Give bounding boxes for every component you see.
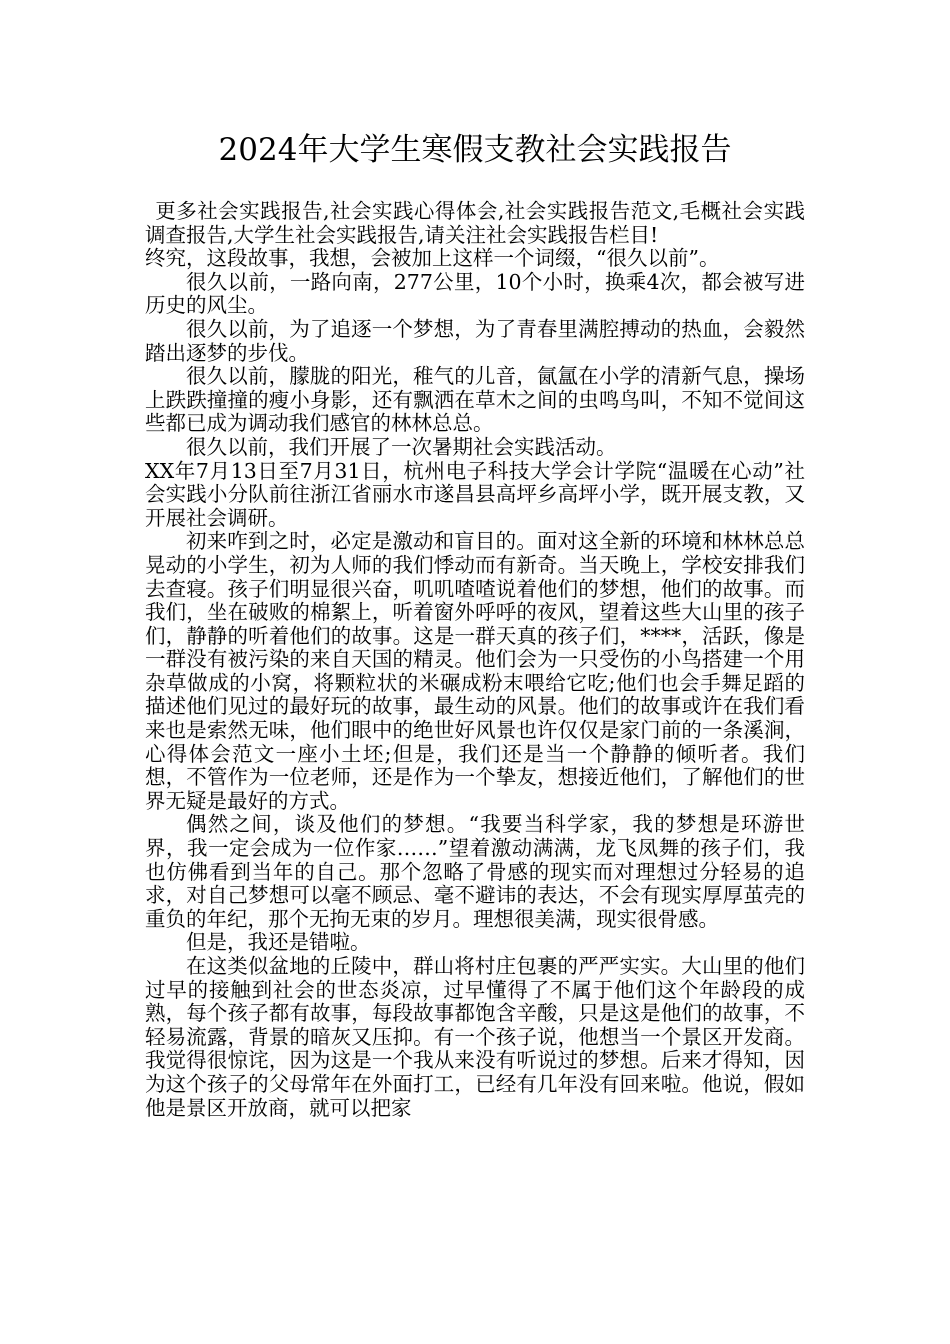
intro-paragraph: 更多社会实践报告,社会实践心得体会,社会实践报告范文,毛概社会实践调查报告,大学生社会实践报告,请关注社会实践报告栏目! bbox=[145, 199, 805, 247]
paragraph: 但是，我还是错啦。 bbox=[186, 930, 371, 955]
page-title: 2024年大学生寒假支教社会实践报告 bbox=[218, 132, 732, 168]
paragraph: XX年7月13日至7月31日，杭州电子科技大学会计学院“温暖在心动”社会实践小分队前往浙江省丽水市遂昌县高坪乡高坪小学，既开展支教，又开展社会调研。 bbox=[145, 458, 805, 530]
document-body bbox=[145, 200, 805, 1120]
paragraph: 终究，这段故事，我想，会被加上这样一个词缀，“很久以前”。 bbox=[145, 246, 720, 271]
paragraph: 很久以前，一路向南，277公里，10个小时，换乘4次，都会被写进历史的风尘。 bbox=[145, 269, 805, 318]
paragraph: 在这类似盆地的丘陵中，群山将村庄包裹的严严实实。大山里的他们过早的接触到社会的世态炎凉，过早懂得了不属于他们这个年龄段的成熟，每个孩子都有故事，每段故事都饱含辛酸，只是这是他们的故事，不轻易流露，背景的暗灰又压抑。有一个孩子说，他想当一个景区开发商。我觉得很惊诧，因为这是一个我从来没有听说过的梦想。后来才得知，因为这个孩子的父母常年在外面打工，已经有几年没有回来啦。他说，假如他是景区开放商，就可以把家 bbox=[145, 954, 805, 1120]
paragraph: 很久以前，为了追逐一个梦想，为了青春里满腔搏动的热血，会毅然踏出逐梦的步伐。 bbox=[145, 316, 805, 365]
paragraph: 初来咋到之时，必定是激动和盲目的。面对这全新的环境和林林总总晃动的小学生，初为人师的我们悸动而有新奇。当天晚上，学校安排我们去查寝。孩子们明显很兴奋，叽叽喳喳说着他们的梦想，他们的故事。而我们，坐在破败的棉絮上，听着窗外呼呼的夜风，望着这些大山里的孩子们，静静的听着他们的故事。这是一群天真的孩子们，****，活跃，像是一群没有被污染的来自天国的精灵。他们会为一只受伤的小鸟搭建一个用杂草做成的小窝，将颗粒状的米碾成粉末喂给它吃;他们也会手舞足蹈的描述他们见过的最好玩的故事，最生动的风景。他们的故事或许在我们看来也是索然无味，他们眼中的绝世好风景也许仅仅是家门前的一条溪涧，心得体会范文一座小土坯;但是，我们还是当一个静静的倾听者。我们想，不管作为一位老师，还是作为一个挚友，想接近他们，了解他们的世界无疑是最好的方式。 bbox=[145, 529, 805, 813]
paragraph: 很久以前，我们开展了一次暑期社会实践活动。 bbox=[186, 434, 617, 459]
paragraph: 很久以前，朦胧的阳光，稚气的儿音，氤氲在小学的清新气息，操场上跌跌撞撞的瘦小身影，还有飘洒在草木之间的虫鸣鸟叫，不知不觉间这些都已成为调动我们感官的林林总总。 bbox=[145, 364, 805, 436]
paragraph: 偶然之间，谈及他们的梦想。“我要当科学家，我的梦想是环游世界，我一定会成为一位作家……”望着激动满满，龙飞凤舞的孩子们，我也仿佛看到当年的自己。那个忽略了骨感的现实而对理想过分轻易的追求，对自己梦想可以毫不顾忌、毫不避讳的表达，不会有现实厚厚茧壳的重负的年纪，那个无拘无束的岁月。理想很美满，现实很骨感。 bbox=[145, 812, 805, 931]
